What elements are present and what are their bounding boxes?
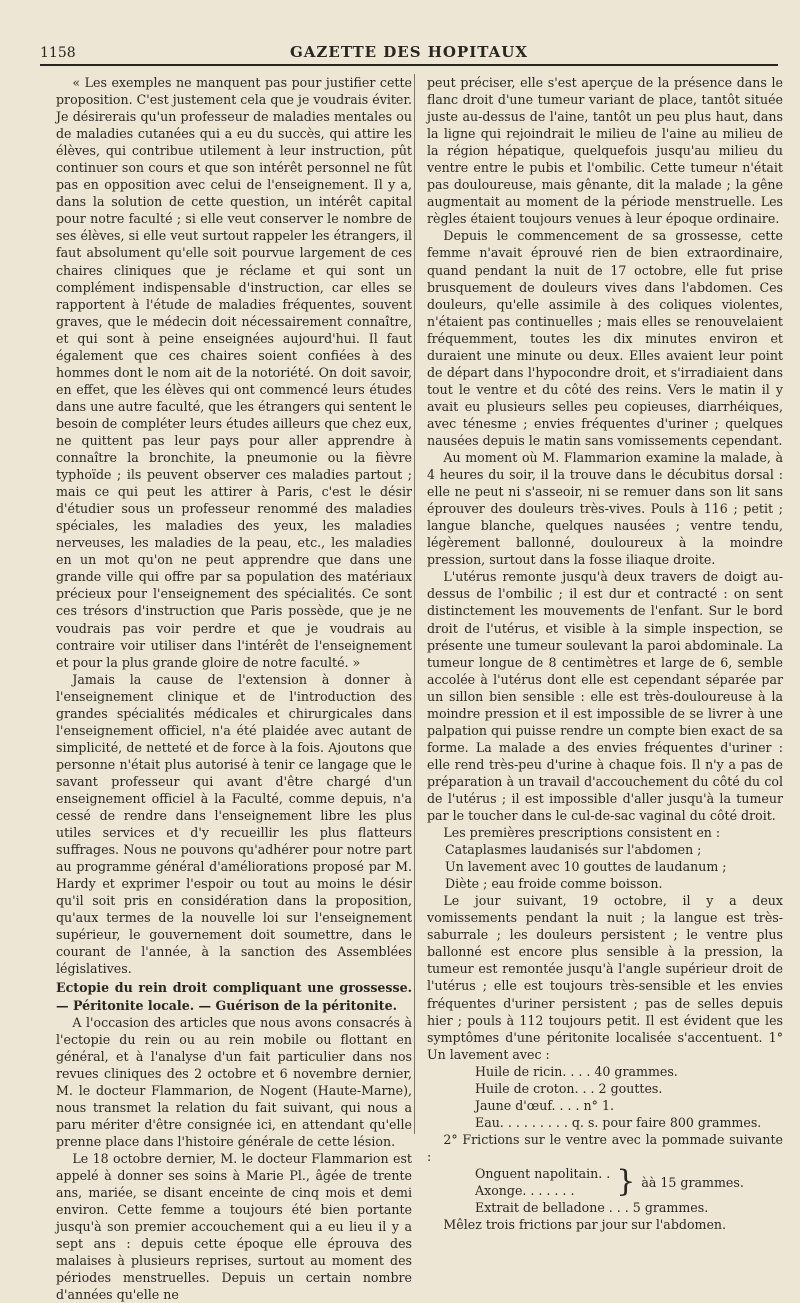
paragraph: Depuis le commencement de sa grossesse, cette femme n'avait éprouvé rien de bien extraordinaire, quand pendant la nuit de 17 octobre, elle fut prise brusquement de douleurs vives dans l'abdomen. Ces douleurs, qu'elle assimile à des coliques violentes, n'étaient pas continuelles ; mais elles se renouvelaient fréquemment, toutes les dix minutes environ et duraient une minute ou deux. Elles avaient leur point de départ dans l'hypocondre droit, et s'irradiaient dans tout le ventre et du côté des reins. Vers le matin il y avait eu plusieurs selles peu copieuses, diarrhéiques, avec ténesme ; envies fréquentes d'uriner ; quelques nausées depuis le matin sans vomissements cependant. (427, 228, 783, 448)
paragraph: 2° Frictions sur le ventre avec la pommade suivante : (427, 1131, 783, 1164)
right-column (427, 74, 783, 1233)
journal-title: GAZETTE DES HOPITAUX (289, 43, 528, 61)
column-divider (414, 74, 415, 1134)
formula-line: Huile de croton. . . 2 gouttes. (475, 1080, 663, 1096)
formula-line: Jaune d'œuf. . . . n° 1. (475, 1097, 614, 1113)
formula-group (427, 1165, 783, 1199)
paragraph: Mêlez trois frictions par jour sur l'abdomen. (443, 1217, 727, 1233)
prescription-item: Diète ; eau froide comme boisson. (445, 876, 663, 892)
paragraph: peut préciser, elle s'est aperçue de la présence dans le flanc droit d'une tumeur variant de place, tantôt située juste au-dessus de l'aine, tantôt un peu plus haut, dans la ligne qui rejoindrait le milieu de l'aine au milieu de la région hépatique, quelquefois jusqu'au milieu du ventre entre le pubis et l'ombilic. Cette tumeur n'était pas douloureuse, mais gênante, dit la malade ; la gêne augmentait au moment de la période menstruelle. Les règles étaient toujours venues à leur époque ordinaire. (427, 75, 783, 227)
formula-quantity: àà 15 grammes. (641, 1174, 744, 1190)
formula-line: Eau. . . . . . . . . q. s. pour faire 800 grammes. (475, 1114, 762, 1130)
paragraph: Au moment où M. Flammarion examine la malade, à 4 heures du soir, il la trouve dans le décubitus dorsal : elle ne peut ni s'asseoir, ni se remuer dans son lit sans éprouver des douleurs très-vives. Pouls à 116 ; petit ; langue blanche, quelques nausées ; ventre tendu, légèrement ballonné, douloureux à la moindre pression, surtout dans la fosse iliaque droite. (427, 450, 783, 568)
paragraph: L'utérus remonte jusqu'à deux travers de doigt au-dessus de l'ombilic ; il est dur et contracté : on sent distinctement les mouvements de l'enfant. Sur le bord droit de l'utérus, et visible à la simple inspection, se présente une tumeur soulevant la paroi abdominale. La tumeur longue de 8 centimètres et large de 6, semble accolée à l'utérus dont elle est cependant séparée par un sillon bien sensible : elle est très-douloureuse à la moindre pression et il est impossible de se livrer à une palpation qui puisse rendre un compte bien exact de sa forme. La malade a des envies fréquentes d'uriner : elle rend très-peu d'urine à chaque fois. Il n'y a pas de préparation à un travail d'accouchement du côté du col de l'utérus ; il est impossible d'aller jusqu'à la tumeur par le toucher dans le cul-de-sac vaginal du côté droit. (427, 569, 783, 824)
formula-line: Huile de ricin. . . . 40 grammes. (475, 1063, 678, 1079)
paragraph: « Les exemples ne manquent pas pour justifier cette proposition. C'est justement cela que je voudrais éviter. Je désirerais qu'un professeur de maladies mentales ou de maladies cutanées qui a eu du succès, qui attire les élèves, qui contribue utilement à leur instruction, pût continuer son cours et que son intérêt personnel ne fût pas en opposition avec celui de l'enseignement. Il y a, dans la solution de cette question, un intérêt capital pour notre faculté ; si elle veut conserver le nombre de ses élèves, si elle veut surtout rappeler les étrangers, il faut absolument qu'elle soit pourvue largement de ces chaires cliniques que je réclame et qui sont un complément indispensable d'instruction, car elles se rapportent à l'étude de maladies fréquentes, souvent graves, que le médecin doit nécessairement connaître, et qui sont à peine enseignées aujourd'hui. Il faut également que ces chaires soient confiées à des hommes dont le nom ait de la notoriété. On doit savoir, en effet, que les élèves qui ont commencé leurs études dans une autre faculté, que les étrangers qui sentent le besoin de compléter leurs études ailleurs que chez eux, ne quittent pas leur pays pour aller apprendre à connaître la bronchite, la pneumonie ou la fièvre typhoïde ; ils peuvent observer ces maladies partout ; mais ce qui peut les attirer à Paris, c'est le désir d'étudier sous un professeur renommé des maladies spéciales, les maladies des yeux, les maladies nerveuses, les maladies de la peau, etc., les maladies en un mot qu'on ne peut apprendre que dans une grande ville qui offre par sa population des matériaux précieux pour l'enseignement des spécialités. Ce sont ces trésors d'instruction que Paris possède, que je ne voudrais pas voir perdre et que je voudrais au contraire voir utiliser dans l'intérêt de l'enseignement et pour la plus grande gloire de notre faculté. » (56, 75, 412, 670)
formula-line: Axonge. . . . . . . (475, 1183, 575, 1199)
left-column (56, 74, 412, 1303)
paragraph: Le 18 octobre dernier, M. le docteur Flammarion est appelé à donner ses soins à Marie Pl., âgée de trente ans, mariée, se disant enceinte de cinq mois et demi environ. Cette femme a toujours été bien portante jusqu'à son premier accouchement qui a eu lieu il y a sept ans : depuis cette époque elle éprouva des malaises à plusieurs reprises, surtout au moment des périodes menstruelles. Depuis un certain nombre d'années qu'elle ne (56, 1150, 412, 1303)
paragraph: Les premières prescriptions consistent en : (443, 825, 721, 841)
paragraph: Le jour suivant, 19 octobre, il y a deux vomissements pendant la nuit ; la langue est très-saburrale ; les douleurs persistent ; le ventre plus ballonné est encore plus sensible à la pression, la tumeur est remontée jusqu'à l'angle supérieur droit de l'utérus ; elle est toujours très-sensible et les envies fréquentes d'uriner persistent ; pas de selles depuis hier ; pouls à 112 toujours petit. Il est évident que les symptômes d'une péritonite localisée s'accentuent. 1° Un lavement avec : (427, 893, 783, 1062)
page-number: 1158 (40, 45, 76, 61)
brace-glyph: } (616, 1164, 636, 1200)
paragraph: Jamais la cause de l'extension à donner à l'enseignement clinique et de l'introduction des grandes spécialités médicales et chirurgicales dans l'enseignement officiel, n'a été plaidée avec autant de simplicité, de netteté et de force à la fois. Ajoutons que personne n'était plus autorisé à tenir ce langage que le savant professeur qui avant d'être chargé d'un enseignement officiel à la Faculté, comme depuis, n'a cessé de rendre dans l'enseignement libre les plus utiles services et d'y recueillir les plus flatteurs suffrages. Nous ne pouvons qu'adhérer pour notre part au programme général d'améliorations proposé par M. Hardy et exprimer l'espoir ou tout au moins le désir qu'il soit pris en considération dans la proposition, qu'aux termes de la nouvelle loi sur l'enseignement supérieur, le gouvernement doit soumettre, dans le courant de l'année, à la sanction des Assemblées législatives. (56, 671, 412, 977)
section-title: Ectopie du rein droit compliquant une grossesse. — Péritonite locale. — Guérison de la péritonite. (56, 980, 412, 1013)
prescription-item: Un lavement avec 10 gouttes de laudanum ; (445, 859, 727, 875)
page-header (40, 40, 778, 66)
paragraph: A l'occasion des articles que nous avons consacrés à l'ectopie du rein ou au rein mobile ou flottant en général, et à l'analyse d'un fait particulier dans nos revues cliniques des 2 octobre et 6 novembre dernier, M. le docteur Flammarion, de Nogent (Haute-Marne), nous transmet la relation du fait suivant, qui nous a paru mériter d'être consignée ici, en attendant qu'elle prenne place dans l'histoire générale de cette lésion. (56, 1014, 412, 1149)
formula-line: Onguent napolitain. . (475, 1166, 611, 1181)
prescription-item: Cataplasmes laudanisés sur l'abdomen ; (445, 842, 702, 858)
formula-line: Extrait de belladone . . . 5 grammes. (475, 1200, 709, 1216)
